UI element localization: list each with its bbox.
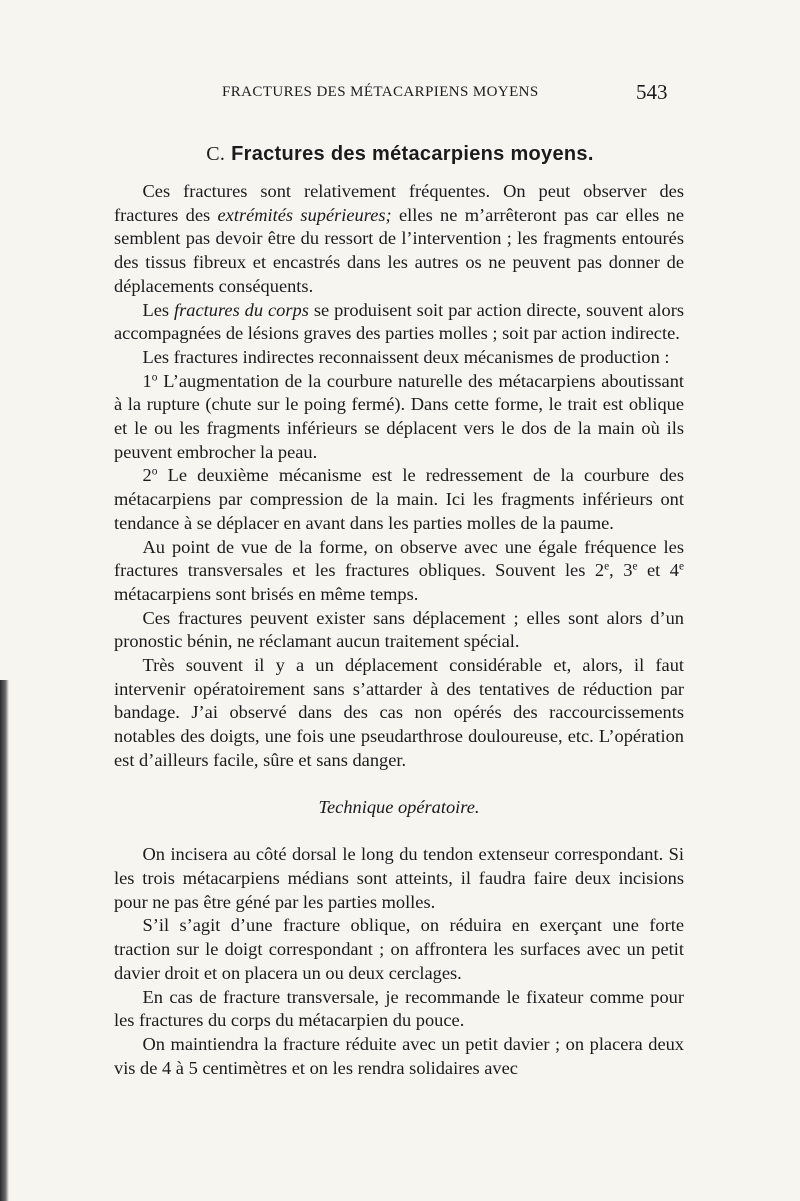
paragraph-text: On incisera au côté dorsal le long du tendon extenseur correspondant. Si les trois métacarpiens médians sont atteints, il faudra faire deux incisions pour ne pas être géné par les parties molles. [114,844,684,912]
body-text [114,180,684,1080]
running-head: FRACTURES DES MÉTACARPIENS MOYENS [222,84,539,100]
paragraph-text: se produisent soit par action directe, souvent alors accompagnées de lésions graves des parties molles ; soit par action indirecte. [114,299,684,344]
list-number: 1 [142,370,152,391]
paragraph-italic: fractures du corps [174,299,309,320]
paragraph-text: métacarpiens sont brisés en même temps. [114,583,419,604]
paragraph [114,464,684,535]
ordinal-mark: o [151,466,158,479]
section-letter: C. [206,143,226,165]
section-title [0,143,800,166]
paragraph-text: et 4 [637,560,679,581]
paragraph-text: Ces fractures sont relativement fréquentes. On peut observer des fractures des [114,181,684,225]
paragraph [114,299,684,346]
paragraph [114,180,684,299]
subheading-text: Technique opératoire. [318,796,480,817]
paragraph-italic: extrémités supérieures; [217,204,392,225]
paragraph [114,607,684,654]
paragraph-text: elles ne m’arrêteront pas car elles ne semblent pas devoir être du ressort de l’intervention ; les fragments entourés des tissus fibreux et encastrés dans les autres os ne peuvent pas donner de déplacements conséquents. [114,204,684,296]
paragraph [114,1033,684,1080]
page-spine-shadow [0,680,9,1201]
ordinal-mark: o [151,371,158,384]
paragraph-text: S’il s’agit d’une fracture oblique, on réduira en exerçant une forte traction sur le doigt correspondant ; on affrontera les surfaces avec un petit davier droit et on placera un ou deux cerclages. [114,915,684,983]
paragraph-text: Le deuxième mécanisme est le redressement de la courbure des métacarpiens par compression de la main. Ici les fragments inférieurs ont tendance à se déplacer en avant dans les parties molles de la paume. [114,465,684,533]
page-number: 543 [636,80,668,104]
paragraph-text: On maintiendra la fracture réduite avec un petit davier ; on placera deux vis de 4 à 5 centimètres et on les rendra solidaires avec [114,1033,684,1078]
subheading [114,796,684,820]
paragraph [114,843,684,914]
paragraph [114,536,684,607]
paragraph-text: Les fractures indirectes reconnaissent deux mécanismes de production : [142,346,670,367]
paragraph-text: En cas de fracture transversale, je recommande le fixateur comme pour les fractures du corps du métacarpien du pouce. [114,986,684,1031]
ordinal-mark: e [632,560,638,573]
paragraph-text: L’augmentation de la courbure naturelle des métacarpiens aboutissant à la rupture (chute sur le poing fermé). Dans cette forme, le trait est oblique et le ou les fragments inférieurs se déplacent vers le dos de la main où ils peuvent embrocher la peau. [114,370,684,462]
paragraph [114,986,684,1033]
section-title-text: Fractures des métacarpiens moyens. [231,143,594,165]
page-header [0,80,800,110]
paragraph [114,346,684,370]
paragraph [114,654,684,773]
paragraph-text: Les [142,299,175,320]
paragraph-text: Très souvent il y a un déplacement considérable et, alors, il faut intervenir opératoirement sans s’attarder à des tentatives de réduction par bandage. J’ai observé dans des cas non opérés des raccourcissements notables des doigts, une fois une pseudarthrose douloureuse, etc. L’opération est d’ailleurs facile, sûre et sans danger. [114,655,684,770]
paragraph-text: Au point de vue de la forme, on observe avec une égale fréquence les fractures transversales et les fractures obliques. Souvent les 2 [114,536,684,581]
paragraph [114,370,684,465]
paragraph-text: Ces fractures peuvent exister sans déplacement ; elles sont alors d’un pronostic bénin, ne réclamant aucun traitement spécial. [114,607,684,652]
ordinal-mark: e [678,560,685,573]
paragraph-text: , 3 [609,560,633,581]
ordinal-mark: e [604,560,610,573]
list-number: 2 [142,465,152,486]
paragraph [114,914,684,985]
